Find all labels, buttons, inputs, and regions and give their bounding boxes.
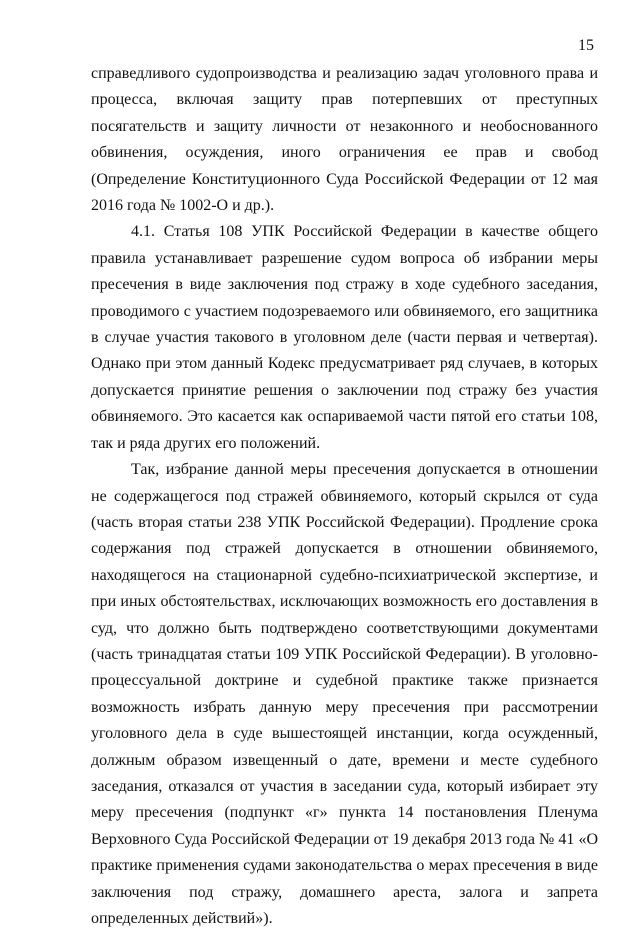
page-number: 15	[578, 37, 594, 54]
paragraph-continuation: справедливого судопроизводства и реализацию задач уголовного права и процесса, включая защиту прав потерпевших от преступных посягательств и защиту личности от незаконного и необоснованного обвинения, осуждения, иного ограничения ее прав и свобод (Определение Конституционного Суда Российской Федерации от 12 мая 2016 года № 1002-О и др.).	[91, 65, 598, 215]
paragraph-section-4-1: 4.1. Статья 108 УПК Российской Федерации в качестве общего правила устанавливает разрешение судом вопроса об избрании меры пресечения в виде заключения под стражу в ходе судебного заседания, проводимого с участием подозреваемого или обвиняемого, его защитника в случае участия такового в уголовном деле (части первая и четвертая). Однако при этом данный Кодекс предусматривает ряд случаев, в которых допускается принятие решения о заключении под стражу без участия обвиняемого. Это касается как оспариваемой части пятой его статьи 108, так и ряда других его положений.	[91, 223, 598, 452]
document-body	[91, 61, 598, 932]
paragraph-examples: Так, избрание данной меры пресечения допускается в отношении не содержащегося под стражей обвиняемого, который скрылся от суда (часть вторая статьи 238 УПК Российской Федерации). Продление срока содержания под стражей допускается в отношении обвиняемого, находящегося на стационарной судебно-психиатрической экспертизе, и при иных обстоятельствах, исключающих возможность его доставления в суд, что должно быть подтверждено соответствующими документами (часть тринадцатая статьи 109 УПК Российской Федерации). В уголовно-процессуальной доктрине и судебной практике также признается возможность избрать данную меру пресечения при рассмотрении уголовного дела в суде вышестоящей инстанции, когда осужденный, должным образом извещенный о дате, времени и месте судебного заседания, отказался от участия в заседании суда, который избирает эту меру пресечения (подпункт «г» пункта 14 постановления Пленума Верховного Суда Российской Федерации от 19 декабря 2013 года № 41 «О практике применения судами законодательства о мерах пресечения в виде заключения под стражу, домашнего ареста, залога и запрета определенных действий»).	[91, 461, 598, 927]
